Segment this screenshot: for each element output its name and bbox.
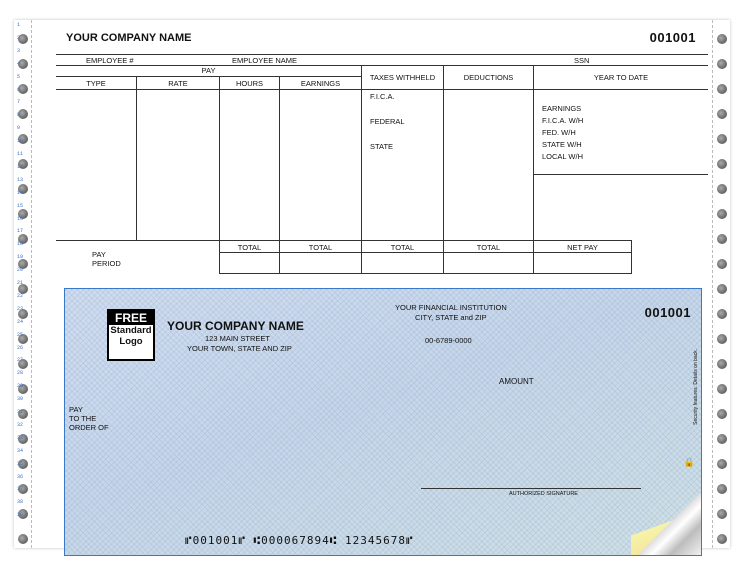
- line-number: 13: [17, 176, 24, 183]
- line-number: 36: [17, 473, 24, 480]
- hours-label: HOURS: [235, 79, 264, 88]
- pay-label: PAY: [69, 405, 83, 414]
- bank-name: YOUR FINANCIAL INSTITUTION: [395, 303, 507, 312]
- tractor-hole: [717, 434, 727, 444]
- federal-label: FEDERAL: [370, 117, 405, 126]
- total-label: TOTAL: [390, 243, 415, 252]
- logo-free-text: FREE: [109, 311, 153, 325]
- earnings-label: EARNINGS: [300, 79, 341, 88]
- order-of-label: ORDER OF: [69, 423, 109, 432]
- tractor-hole: [717, 59, 727, 69]
- line-number: 30: [17, 396, 24, 403]
- taxes-withheld-label: TAXES WITHHELD: [369, 73, 436, 82]
- taxes-header: [362, 66, 444, 90]
- tractor-hole: [717, 209, 727, 219]
- line-number: 18: [17, 241, 24, 248]
- stub-check-number: 001001: [649, 30, 696, 45]
- rate-label: RATE: [168, 79, 188, 88]
- routing-fraction: 00-6789-0000: [425, 336, 472, 345]
- line-number: 20: [17, 267, 24, 274]
- tractor-hole: [717, 534, 727, 544]
- hours-total-value: [220, 253, 280, 274]
- stub-company-name: YOUR COMPANY NAME: [66, 32, 192, 44]
- tractor-hole: [717, 484, 727, 494]
- address-line-2: YOUR TOWN, STATE AND ZIP: [187, 344, 292, 353]
- total-label: TOTAL: [476, 243, 501, 252]
- tractor-hole: [717, 509, 727, 519]
- line-number: 32: [17, 421, 24, 428]
- line-number: 26: [17, 344, 24, 351]
- line-number: 15: [17, 202, 24, 209]
- tractor-hole: [717, 409, 727, 419]
- micr-line: ⑈001001⑈ ⑆000067894⑆ 12345678⑈: [185, 534, 414, 547]
- hours-total-header: [220, 240, 280, 253]
- tractor-hole: [717, 34, 727, 44]
- logo-logo-text: Logo: [119, 336, 143, 347]
- left-tractor-strip: [14, 20, 32, 548]
- earnings-column: [280, 90, 362, 240]
- tractor-hole: [717, 184, 727, 194]
- hours-column: [220, 90, 280, 240]
- line-number: 31: [17, 409, 24, 415]
- deductions-header: [444, 66, 534, 90]
- line-number: 24: [17, 318, 24, 325]
- signature-label: AUTHORIZED SIGNATURE: [509, 491, 578, 497]
- stub-grid: [56, 54, 708, 278]
- signature-line: [421, 488, 641, 489]
- line-number: 27: [17, 357, 24, 364]
- security-features-note: Security features. Details on back.: [693, 349, 699, 425]
- total-label: TOTAL: [237, 243, 262, 252]
- earnings-total-header: [280, 240, 362, 253]
- line-number: 38: [17, 499, 24, 506]
- type-header: [56, 77, 137, 90]
- line-number: 33: [17, 434, 24, 441]
- employee-name-label: EMPLOYEE NAME: [232, 56, 298, 65]
- pay-label: PAY: [201, 66, 216, 75]
- deductions-column: [444, 90, 534, 240]
- tractor-hole: [717, 234, 727, 244]
- ytd-fed-label: FED. W/H: [542, 128, 576, 137]
- address-line-1: 123 MAIN STREET: [205, 334, 271, 343]
- line-number: 4: [17, 60, 21, 67]
- tractor-hole: [717, 84, 727, 94]
- pay-period-label-1: PAY: [92, 250, 106, 259]
- earnings-total-value: [280, 253, 362, 274]
- line-number: 17: [17, 228, 24, 235]
- deductions-total-value: [444, 253, 534, 274]
- earnings-header: [280, 77, 362, 90]
- rate-column: [137, 90, 220, 240]
- ytd-local-label: LOCAL W/H: [542, 152, 583, 161]
- check-form-sheet: [14, 20, 730, 548]
- page-curl-icon: [639, 493, 701, 555]
- deductions-label: DEDUCTIONS: [463, 73, 514, 82]
- line-number: 16: [17, 215, 24, 222]
- line-number: 22: [17, 292, 24, 299]
- line-number: 28: [17, 370, 24, 377]
- line-number: 23: [17, 305, 24, 312]
- tractor-hole: [717, 309, 727, 319]
- total-label: TOTAL: [308, 243, 333, 252]
- pay-period-label-2: PERIOD: [92, 259, 121, 268]
- check-company-name: YOUR COMPANY NAME: [167, 319, 304, 333]
- pay-header: [56, 66, 362, 77]
- tractor-hole: [717, 284, 727, 294]
- check-body: [64, 288, 702, 556]
- taxes-total-value: [362, 253, 444, 274]
- taxes-total-header: [362, 240, 444, 253]
- line-number: 10: [17, 138, 24, 145]
- tractor-hole: [717, 334, 727, 344]
- check-number: 001001: [644, 305, 691, 320]
- tractor-hole: [717, 134, 727, 144]
- tractor-hole: [717, 459, 727, 469]
- line-number: 21: [17, 280, 24, 286]
- ytd-earnings-label: EARNINGS: [542, 104, 582, 113]
- bank-city: CITY, STATE and ZIP: [415, 313, 487, 322]
- net-pay-header: [534, 240, 632, 253]
- line-number: 25: [17, 331, 24, 338]
- ytd-fica-label: F.I.C.A. W/H: [542, 116, 584, 125]
- line-number: 29: [17, 383, 24, 390]
- line-number: 11: [17, 151, 24, 157]
- ytd-header: [534, 66, 708, 90]
- rate-header: [137, 77, 220, 90]
- employee-row: [56, 55, 708, 66]
- line-number: 34: [17, 447, 24, 454]
- line-number: 12: [17, 163, 24, 170]
- ytd-state-label: STATE W/H: [542, 140, 582, 149]
- line-number: 14: [17, 189, 24, 196]
- line-number: 6: [17, 86, 21, 93]
- tractor-hole: [717, 109, 727, 119]
- standard-logo: [107, 309, 155, 361]
- line-number: 37: [17, 486, 24, 493]
- to-the-label: TO THE: [69, 414, 97, 423]
- line-number: 8: [17, 112, 21, 119]
- line-number: 2: [17, 34, 21, 41]
- line-number: 35: [17, 460, 24, 467]
- tractor-hole: [717, 359, 727, 369]
- logo-standard-text: Standard: [110, 325, 152, 336]
- pay-period-cell: [56, 240, 220, 274]
- type-label: TYPE: [86, 79, 106, 88]
- ssn-label: SSN: [574, 56, 590, 65]
- padlock-icon: 🔒: [683, 457, 695, 467]
- line-number: 9: [17, 125, 21, 132]
- line-number: 3: [17, 47, 21, 54]
- net-pay-value: [534, 253, 632, 274]
- ytd-column: [534, 90, 708, 175]
- year-to-date-label: YEAR TO DATE: [593, 73, 649, 82]
- tractor-hole: [717, 384, 727, 394]
- net-pay-label: NET PAY: [567, 243, 598, 252]
- pay-stub: [56, 26, 708, 276]
- right-tractor-strip: [712, 20, 730, 548]
- fica-label: F.I.C.A.: [370, 92, 395, 101]
- tractor-hole: [18, 534, 28, 544]
- tractor-hole: [717, 259, 727, 269]
- line-number: 39: [17, 512, 24, 519]
- hours-header: [220, 77, 280, 90]
- line-number: 7: [17, 99, 21, 106]
- deductions-total-header: [444, 240, 534, 253]
- tractor-hole: [717, 159, 727, 169]
- state-label: STATE: [370, 142, 394, 151]
- type-column: [56, 90, 137, 240]
- taxes-column: [362, 90, 444, 240]
- line-number: 1: [17, 22, 21, 28]
- employee-num-label: EMPLOYEE #: [86, 56, 134, 65]
- amount-label: AMOUNT: [499, 377, 534, 386]
- line-number: 5: [17, 73, 21, 80]
- line-number: 19: [17, 254, 24, 261]
